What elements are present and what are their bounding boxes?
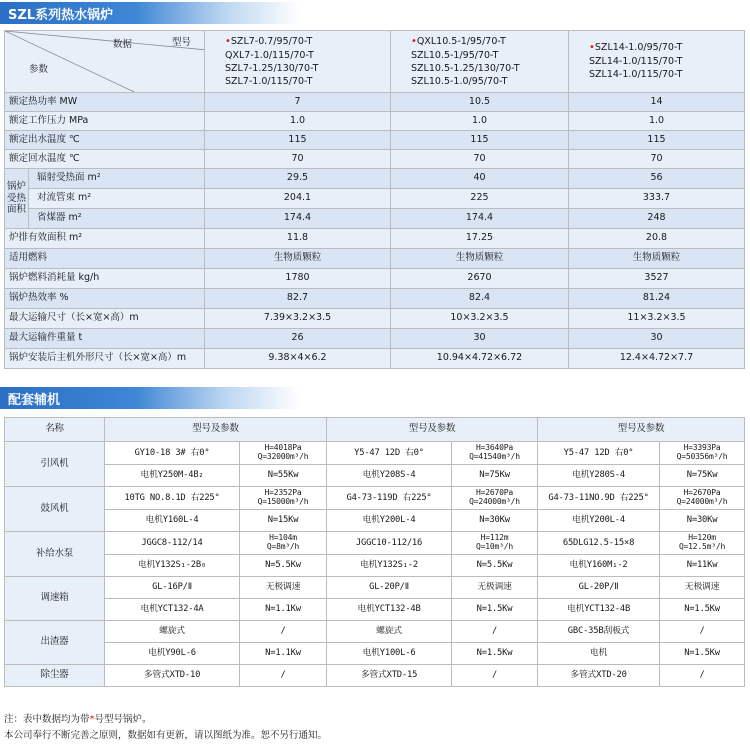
cell-value: 无极调速 xyxy=(660,577,745,599)
row-pump-model xyxy=(5,532,745,555)
cell-value: 电机Y132S₁-2 xyxy=(327,555,452,577)
cell-value: 无极调速 xyxy=(240,577,327,599)
row-label: 额定热功率 MW xyxy=(5,93,205,112)
cell-value: 115 xyxy=(391,131,569,150)
header-row xyxy=(5,418,745,442)
cell-value: H=2670Pa Q=24000m³/h xyxy=(660,487,745,510)
cell-value: N=1.1Kw xyxy=(240,599,327,621)
star-mark: • xyxy=(589,42,595,54)
star-mark: * xyxy=(89,714,95,725)
row-speed-box-model xyxy=(5,577,745,599)
corner-label-model: 型号 xyxy=(172,37,192,48)
cell-value: 2670 xyxy=(391,269,569,289)
model-text: SZL10.5-1.0/95/70-T xyxy=(411,75,508,87)
cell-value: 20.8 xyxy=(569,229,745,249)
cell-value: 174.4 xyxy=(205,209,391,229)
row-economizer-area xyxy=(5,209,745,229)
cell-value: H=2670Pa Q=24000m³/h xyxy=(452,487,538,510)
row-label: 锅炉热效率 % xyxy=(5,289,205,309)
cell-value: 生物质颗粒 xyxy=(205,249,391,269)
cell-value: 1.0 xyxy=(391,112,569,131)
cell-value: H=104m Q=8m³/h xyxy=(240,532,327,555)
cell-value: 82.4 xyxy=(391,289,569,309)
cell-value: 9.38×4×6.2 xyxy=(205,349,391,369)
cell-value: 56 xyxy=(569,169,745,189)
cell-value: N=11Kw xyxy=(660,555,745,577)
section-title-auxiliary xyxy=(0,387,300,409)
row-label: 锅炉燃料消耗量 kg/h xyxy=(5,269,205,289)
model-column-3 xyxy=(569,31,745,93)
cell-value: N=1.5Kw xyxy=(452,599,538,621)
cell-value: 12.4×4.72×7.7 xyxy=(569,349,745,369)
cell-value: 10×3.2×3.5 xyxy=(391,309,569,329)
cell-value: G4-73-119D 右225° xyxy=(327,487,452,510)
cell-value: 29.5 xyxy=(205,169,391,189)
equipment-name: 补给水泵 xyxy=(5,532,105,577)
cell-value: H=2352Pa Q=15000m³/h xyxy=(240,487,327,510)
cell-value: JGGC8-112/14 xyxy=(105,532,240,555)
row-efficiency xyxy=(5,289,745,309)
equipment-name: 除尘器 xyxy=(5,665,105,687)
row-label: 额定回水温度 ℃ xyxy=(5,150,205,169)
cell-value: 26 xyxy=(205,329,391,349)
row-outlet-temp xyxy=(5,131,745,150)
row-induced-fan-motor xyxy=(5,465,745,487)
cell-value: 115 xyxy=(205,131,391,150)
cell-value: 多管式XTD-20 xyxy=(538,665,660,687)
cell-value: / xyxy=(452,621,538,643)
cell-value: 248 xyxy=(569,209,745,229)
footnote-line-1 xyxy=(4,712,327,728)
cell-value: H=3393Pa Q=50356m³/h xyxy=(660,442,745,465)
cell-value: 40 xyxy=(391,169,569,189)
cell-value: 电机Y132S₁-2B₀ xyxy=(105,555,240,577)
cell-value: N=75Kw xyxy=(660,465,745,487)
cell-value: 174.4 xyxy=(391,209,569,229)
cell-value: 81.24 xyxy=(569,289,745,309)
cell-value: N=30Kw xyxy=(452,510,538,532)
row-induced-fan-model xyxy=(5,442,745,465)
cell-value: 10.5 xyxy=(391,93,569,112)
cell-value: 电机 xyxy=(538,643,660,665)
cell-value: / xyxy=(660,621,745,643)
cell-value: JGGC10-112/16 xyxy=(327,532,452,555)
section-title-text: SZL系列热水锅炉 xyxy=(8,7,114,23)
equipment-name: 出渣器 xyxy=(5,621,105,665)
cell-value: 115 xyxy=(569,131,745,150)
cell-value: 225 xyxy=(391,189,569,209)
row-pump-motor xyxy=(5,555,745,577)
model-text: QXL10.5-1/95/70-T xyxy=(416,35,506,47)
cell-value: 电机Y200L-4 xyxy=(538,510,660,532)
header-spec: 型号及参数 xyxy=(105,418,327,442)
cell-value: H=112m Q=10m³/h xyxy=(452,532,538,555)
cell-value: 螺旋式 xyxy=(327,621,452,643)
cell-value: 电机YCT132-4B xyxy=(538,599,660,621)
cell-value: 1780 xyxy=(205,269,391,289)
cell-value: Y5-47 12D 右0° xyxy=(538,442,660,465)
model-text: SZL7-1.25/130/70-T xyxy=(225,62,319,74)
row-fuel-consumption xyxy=(5,269,745,289)
footnote-text: 注：表中数据均为带 xyxy=(4,714,90,725)
cell-value: N=1.1Kw xyxy=(240,643,327,665)
row-pressure xyxy=(5,112,745,131)
cell-value: GL-20P/Ⅱ xyxy=(538,577,660,599)
cell-value: N=30Kw xyxy=(660,510,745,532)
cell-value: / xyxy=(452,665,538,687)
cell-value: 电机Y200L-4 xyxy=(327,510,452,532)
cell-value: G4-73-11NO.9D 右225° xyxy=(538,487,660,510)
model-text: SZL7-0.7/95/70-T xyxy=(230,35,313,47)
cell-value: 电机Y160M₁-2 xyxy=(538,555,660,577)
equipment-name: 引风机 xyxy=(5,442,105,487)
cell-value: N=15Kw xyxy=(240,510,327,532)
cell-value: 82.7 xyxy=(205,289,391,309)
model-text: SZL10.5-1.25/130/70-T xyxy=(411,62,520,74)
cell-value: 65DLG12.5-15×8 xyxy=(538,532,660,555)
row-grate-area xyxy=(5,229,745,249)
cell-value: 电机Y250M-4B₂ xyxy=(105,465,240,487)
row-power xyxy=(5,93,745,112)
heating-area-group-label: 锅炉 受热 面积 xyxy=(5,169,29,229)
cell-value: / xyxy=(660,665,745,687)
cell-value: 30 xyxy=(569,329,745,349)
cell-value: GBC-35B刮板式 xyxy=(538,621,660,643)
star-mark: • xyxy=(225,35,231,47)
cell-value: Y5-47 12D 右0° xyxy=(327,442,452,465)
model-text: SZL10.5-1/95/70-T xyxy=(411,49,499,61)
header-name: 名称 xyxy=(5,418,105,442)
row-label: 炉排有效面积 m² xyxy=(5,229,205,249)
corner-label-param: 参数 xyxy=(29,64,49,75)
cell-value: N=5.5Kw xyxy=(452,555,538,577)
cell-value: 螺旋式 xyxy=(105,621,240,643)
equipment-name: 鼓风机 xyxy=(5,487,105,532)
equipment-name: 调速箱 xyxy=(5,577,105,621)
cell-value: 电机Y280S-4 xyxy=(538,465,660,487)
row-label: 辐射受热面 m² xyxy=(29,169,205,189)
cell-value: 70 xyxy=(205,150,391,169)
cell-value: 70 xyxy=(569,150,745,169)
cell-value: 11×3.2×3.5 xyxy=(569,309,745,329)
cell-value: GY10-18 3# 右0° xyxy=(105,442,240,465)
model-column-2 xyxy=(391,31,569,93)
row-transport-size xyxy=(5,309,745,329)
cell-value: 10.94×4.72×6.72 xyxy=(391,349,569,369)
auxiliary-equipment-table xyxy=(4,417,745,687)
row-label: 适用燃料 xyxy=(5,249,205,269)
cell-value: N=1.5Kw xyxy=(452,643,538,665)
cell-value: 电机Y160L-4 xyxy=(105,510,240,532)
cell-value: / xyxy=(240,665,327,687)
row-dust-collector xyxy=(5,665,745,687)
row-radiant-area xyxy=(5,169,745,189)
row-transport-weight xyxy=(5,329,745,349)
model-text: SZL14-1.0/115/70-T xyxy=(589,56,683,68)
cell-value: 17.25 xyxy=(391,229,569,249)
boiler-spec-table xyxy=(4,30,745,369)
star-mark: • xyxy=(411,35,417,47)
row-label: 额定出水温度 ℃ xyxy=(5,131,205,150)
section-title-boilers xyxy=(0,2,300,24)
section-title-text: 配套辅机 xyxy=(8,392,61,408)
cell-value: 生物质颗粒 xyxy=(391,249,569,269)
cell-value: 多管式XTD-10 xyxy=(105,665,240,687)
row-label: 省煤器 m² xyxy=(29,209,205,229)
cell-value: 电机YCT132-4B xyxy=(327,599,452,621)
cell-value: 多管式XTD-15 xyxy=(327,665,452,687)
row-return-temp xyxy=(5,150,745,169)
cell-value: 3527 xyxy=(569,269,745,289)
row-installed-size xyxy=(5,349,745,369)
cell-value: 204.1 xyxy=(205,189,391,209)
row-label: 对流管束 m² xyxy=(29,189,205,209)
row-fuel xyxy=(5,249,745,269)
cell-value: 1.0 xyxy=(205,112,391,131)
cell-value: 333.7 xyxy=(569,189,745,209)
cell-value: GL-16P/Ⅱ xyxy=(105,577,240,599)
cell-value: 30 xyxy=(391,329,569,349)
row-blower-model xyxy=(5,487,745,510)
row-slag-model xyxy=(5,621,745,643)
cell-value: 70 xyxy=(391,150,569,169)
row-label: 额定工作压力 MPa xyxy=(5,112,205,131)
model-text: SZL14-1.0/95/70-T xyxy=(594,42,683,54)
cell-value: 7 xyxy=(205,93,391,112)
row-convection-area xyxy=(5,189,745,209)
cell-value: / xyxy=(240,621,327,643)
cell-value: 10TG NO.8.1D 右225° xyxy=(105,487,240,510)
corner-header xyxy=(5,31,205,93)
cell-value: 11.8 xyxy=(205,229,391,249)
corner-label-data: 数据 xyxy=(113,39,133,50)
cell-value: 电机Y90L-6 xyxy=(105,643,240,665)
footnotes xyxy=(4,712,327,744)
cell-value: N=55Kw xyxy=(240,465,327,487)
cell-value: 14 xyxy=(569,93,745,112)
cell-value: 7.39×3.2×3.5 xyxy=(205,309,391,329)
row-label: 最大运输尺寸（长×宽×高）m xyxy=(5,309,205,329)
cell-value: N=5.5Kw xyxy=(240,555,327,577)
header-spec: 型号及参数 xyxy=(538,418,745,442)
cell-value: 1.0 xyxy=(569,112,745,131)
row-label: 最大运输件重量 t xyxy=(5,329,205,349)
model-text: SZL7-1.0/115/70-T xyxy=(225,75,313,87)
model-column-1 xyxy=(205,31,391,93)
row-blower-motor xyxy=(5,510,745,532)
cell-value: H=3640Pa Q=41540m³/h xyxy=(452,442,538,465)
cell-value: N=75Kw xyxy=(452,465,538,487)
cell-value: 生物质颗粒 xyxy=(569,249,745,269)
cell-value: 电机Y100L-6 xyxy=(327,643,452,665)
model-text: QXL7-1.0/115/70-T xyxy=(225,49,314,61)
cell-value: H=4018Pa Q=32000m³/h xyxy=(240,442,327,465)
cell-value: GL-20P/Ⅱ xyxy=(327,577,452,599)
models-row xyxy=(5,31,745,93)
cell-value: 电机Y208S-4 xyxy=(327,465,452,487)
row-slag-motor xyxy=(5,643,745,665)
footnote-line-2: 本公司奉行不断完善之原则，数据如有更新，请以图纸为准。恕不另行通知。 xyxy=(4,730,328,741)
cell-value: N=1.5Kw xyxy=(660,643,745,665)
cell-value: 电机YCT132-4A xyxy=(105,599,240,621)
header-spec: 型号及参数 xyxy=(327,418,538,442)
row-speed-box-motor xyxy=(5,599,745,621)
cell-value: N=1.5Kw xyxy=(660,599,745,621)
cell-value: H=120m Q=12.5m³/h xyxy=(660,532,745,555)
cell-value: 无极调速 xyxy=(452,577,538,599)
row-label: 锅炉安装后主机外形尺寸（长×宽×高）m xyxy=(5,349,205,369)
footnote-text: 号型号锅炉。 xyxy=(94,714,152,725)
model-text: SZL14-1.0/115/70-T xyxy=(589,69,683,81)
